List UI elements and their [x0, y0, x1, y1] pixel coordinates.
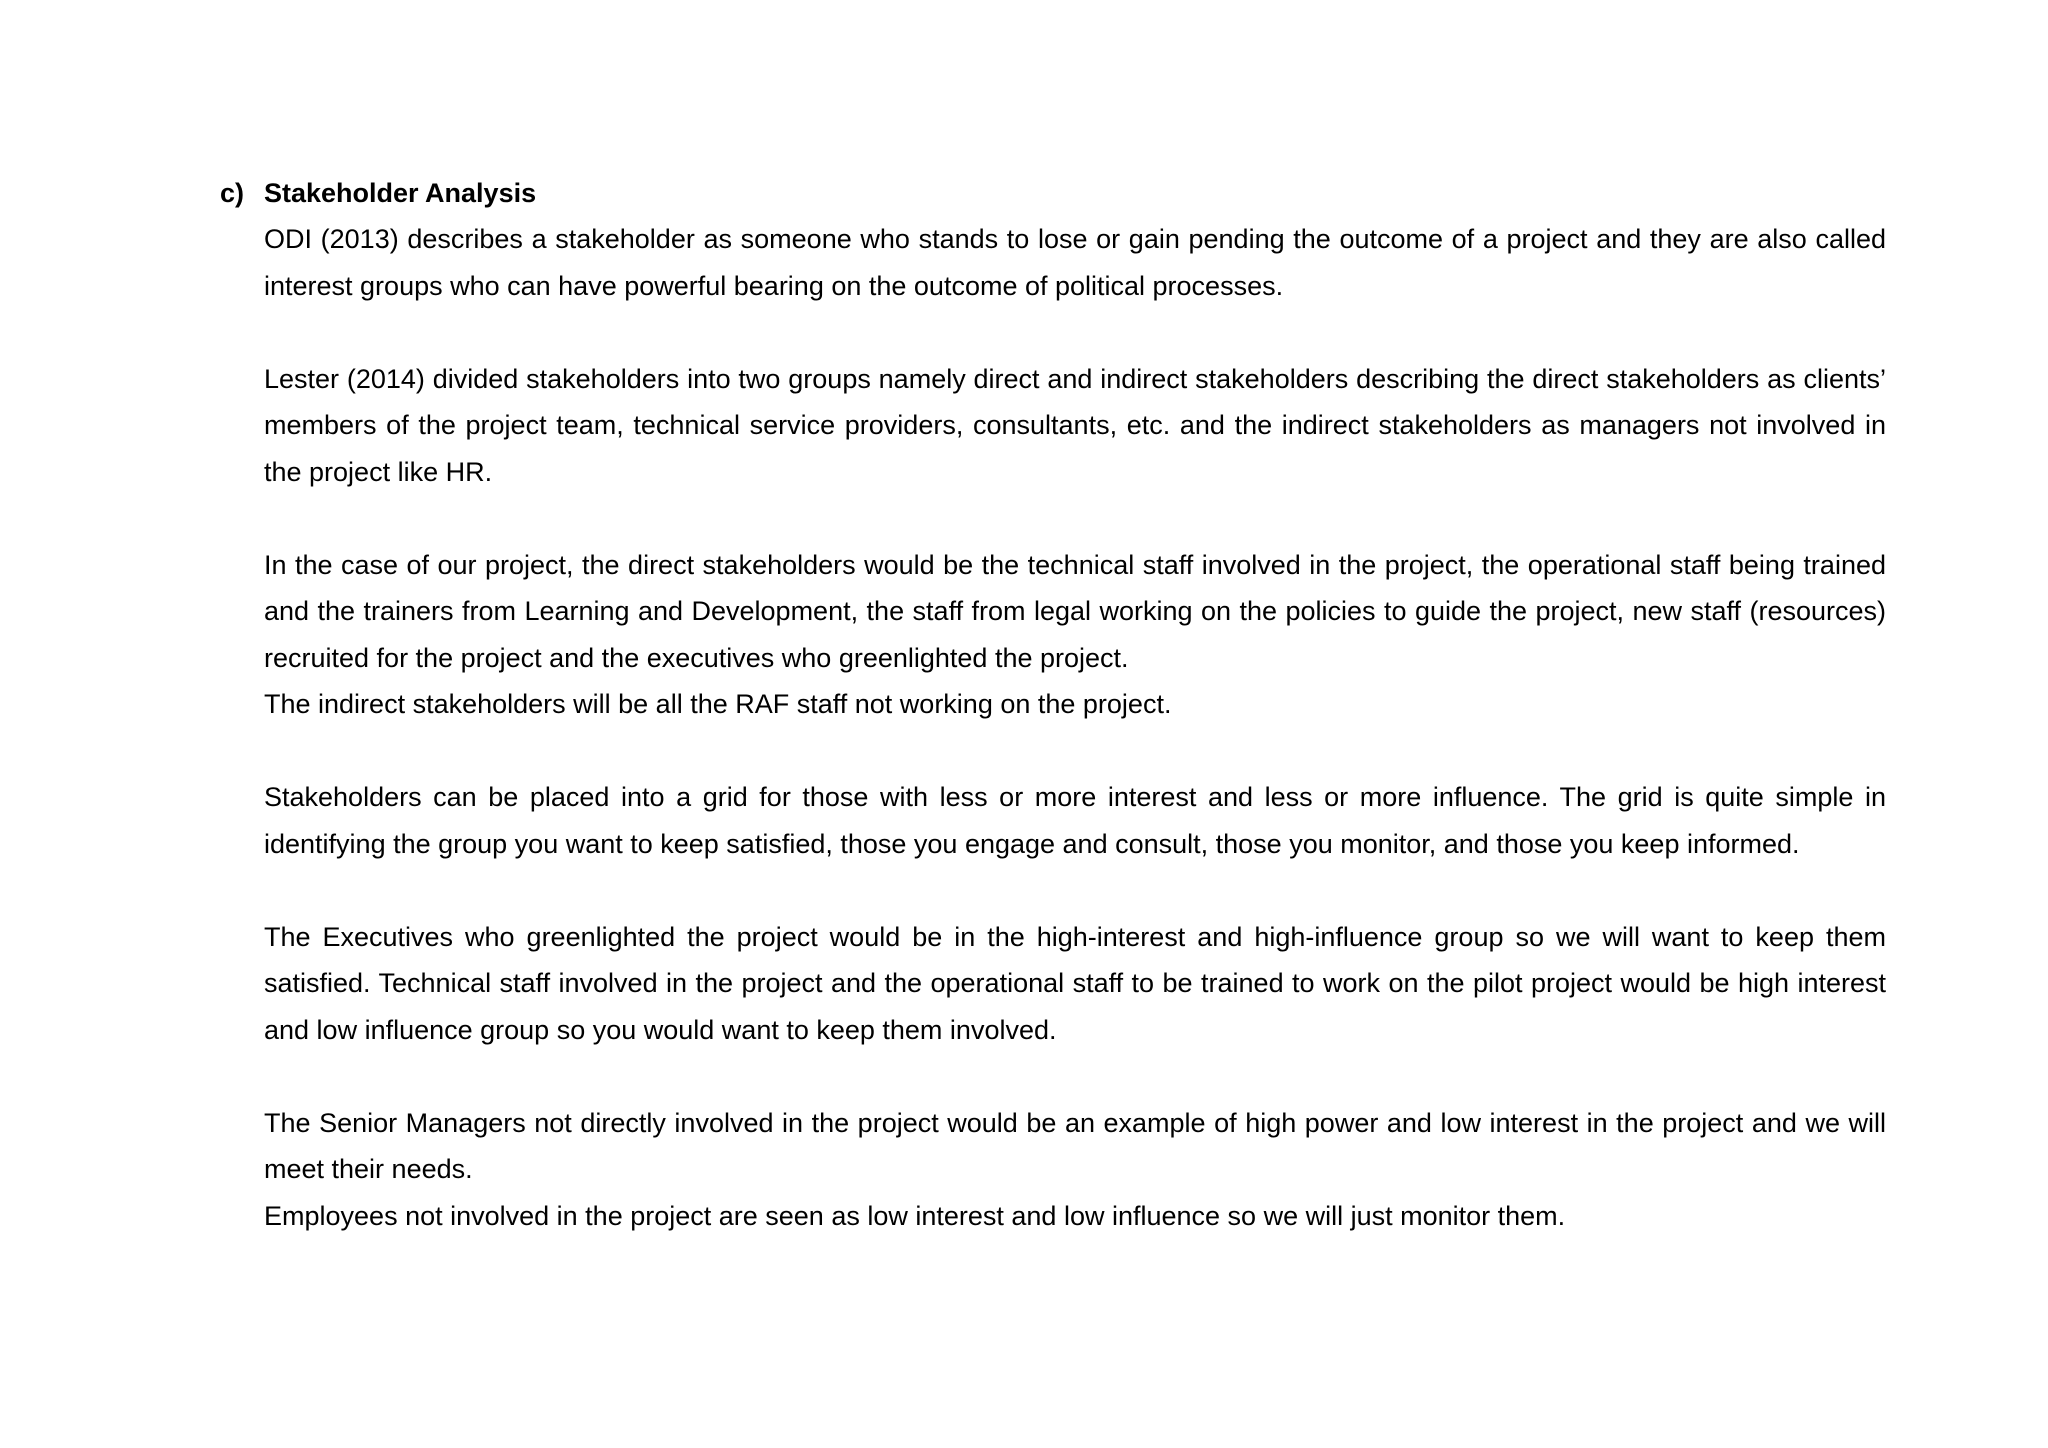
section-marker: c) — [220, 178, 245, 208]
paragraph-odi-definition: ODI (2013) describes a stakeholder as someone who stands to lose or gain pending the outcome of a project and they are also called interest groups who can have powerful bearing on the outcome of political processes. — [264, 224, 1886, 301]
paragraph-employees: Employees not involved in the project are seen as low interest and low influence so we will just monitor them. — [264, 1200, 1566, 1231]
section-title: Stakeholder Analysis — [264, 178, 537, 208]
paragraph-indirect-stakeholders: The indirect stakeholders will be all the RAF staff not working on the project. — [264, 689, 1172, 719]
paragraph-senior-managers: The Senior Managers not directly involved in the project would be an example of high power and low interest in the project and we will meet their needs. — [264, 1107, 1886, 1184]
paragraph-stakeholder-grid: Stakeholders can be placed into a grid for those with less or more interest and less or more influence. The grid is quite simple in identifying the group you want to keep satisfied, those you engage and consult, those you monitor, and those you keep informed. — [264, 782, 1886, 859]
paragraph-direct-stakeholders: In the case of our project, the direct stakeholders would be the technical staff involved in the project, the operational staff being trained and the trainers from Learning and Development, the staff from legal working on the policies to guide the project, new staff (resources) recruited for the project and the executives who greenlighted the project. — [264, 549, 1886, 673]
section-heading — [220, 170, 1886, 216]
paragraph-executives: The Executives who greenlighted the project would be in the high-interest and high-influence group so we will want to keep them satisfied. Technical staff involved in the project and the operational staff to be trained to work on the pilot project would be high interest and low influence group so you would want to keep them involved. — [264, 921, 1886, 1045]
paragraph-lester-groups: Lester (2014) divided stakeholders into two groups namely direct and indirect stakeholders describing the direct stakeholders as clients’ members of the project team, technical service providers, consultants, etc. and the indirect stakeholders as managers not involved in the project like HR. — [264, 363, 1886, 487]
section-body — [264, 216, 1886, 1239]
stakeholder-analysis-section — [220, 170, 1886, 1239]
